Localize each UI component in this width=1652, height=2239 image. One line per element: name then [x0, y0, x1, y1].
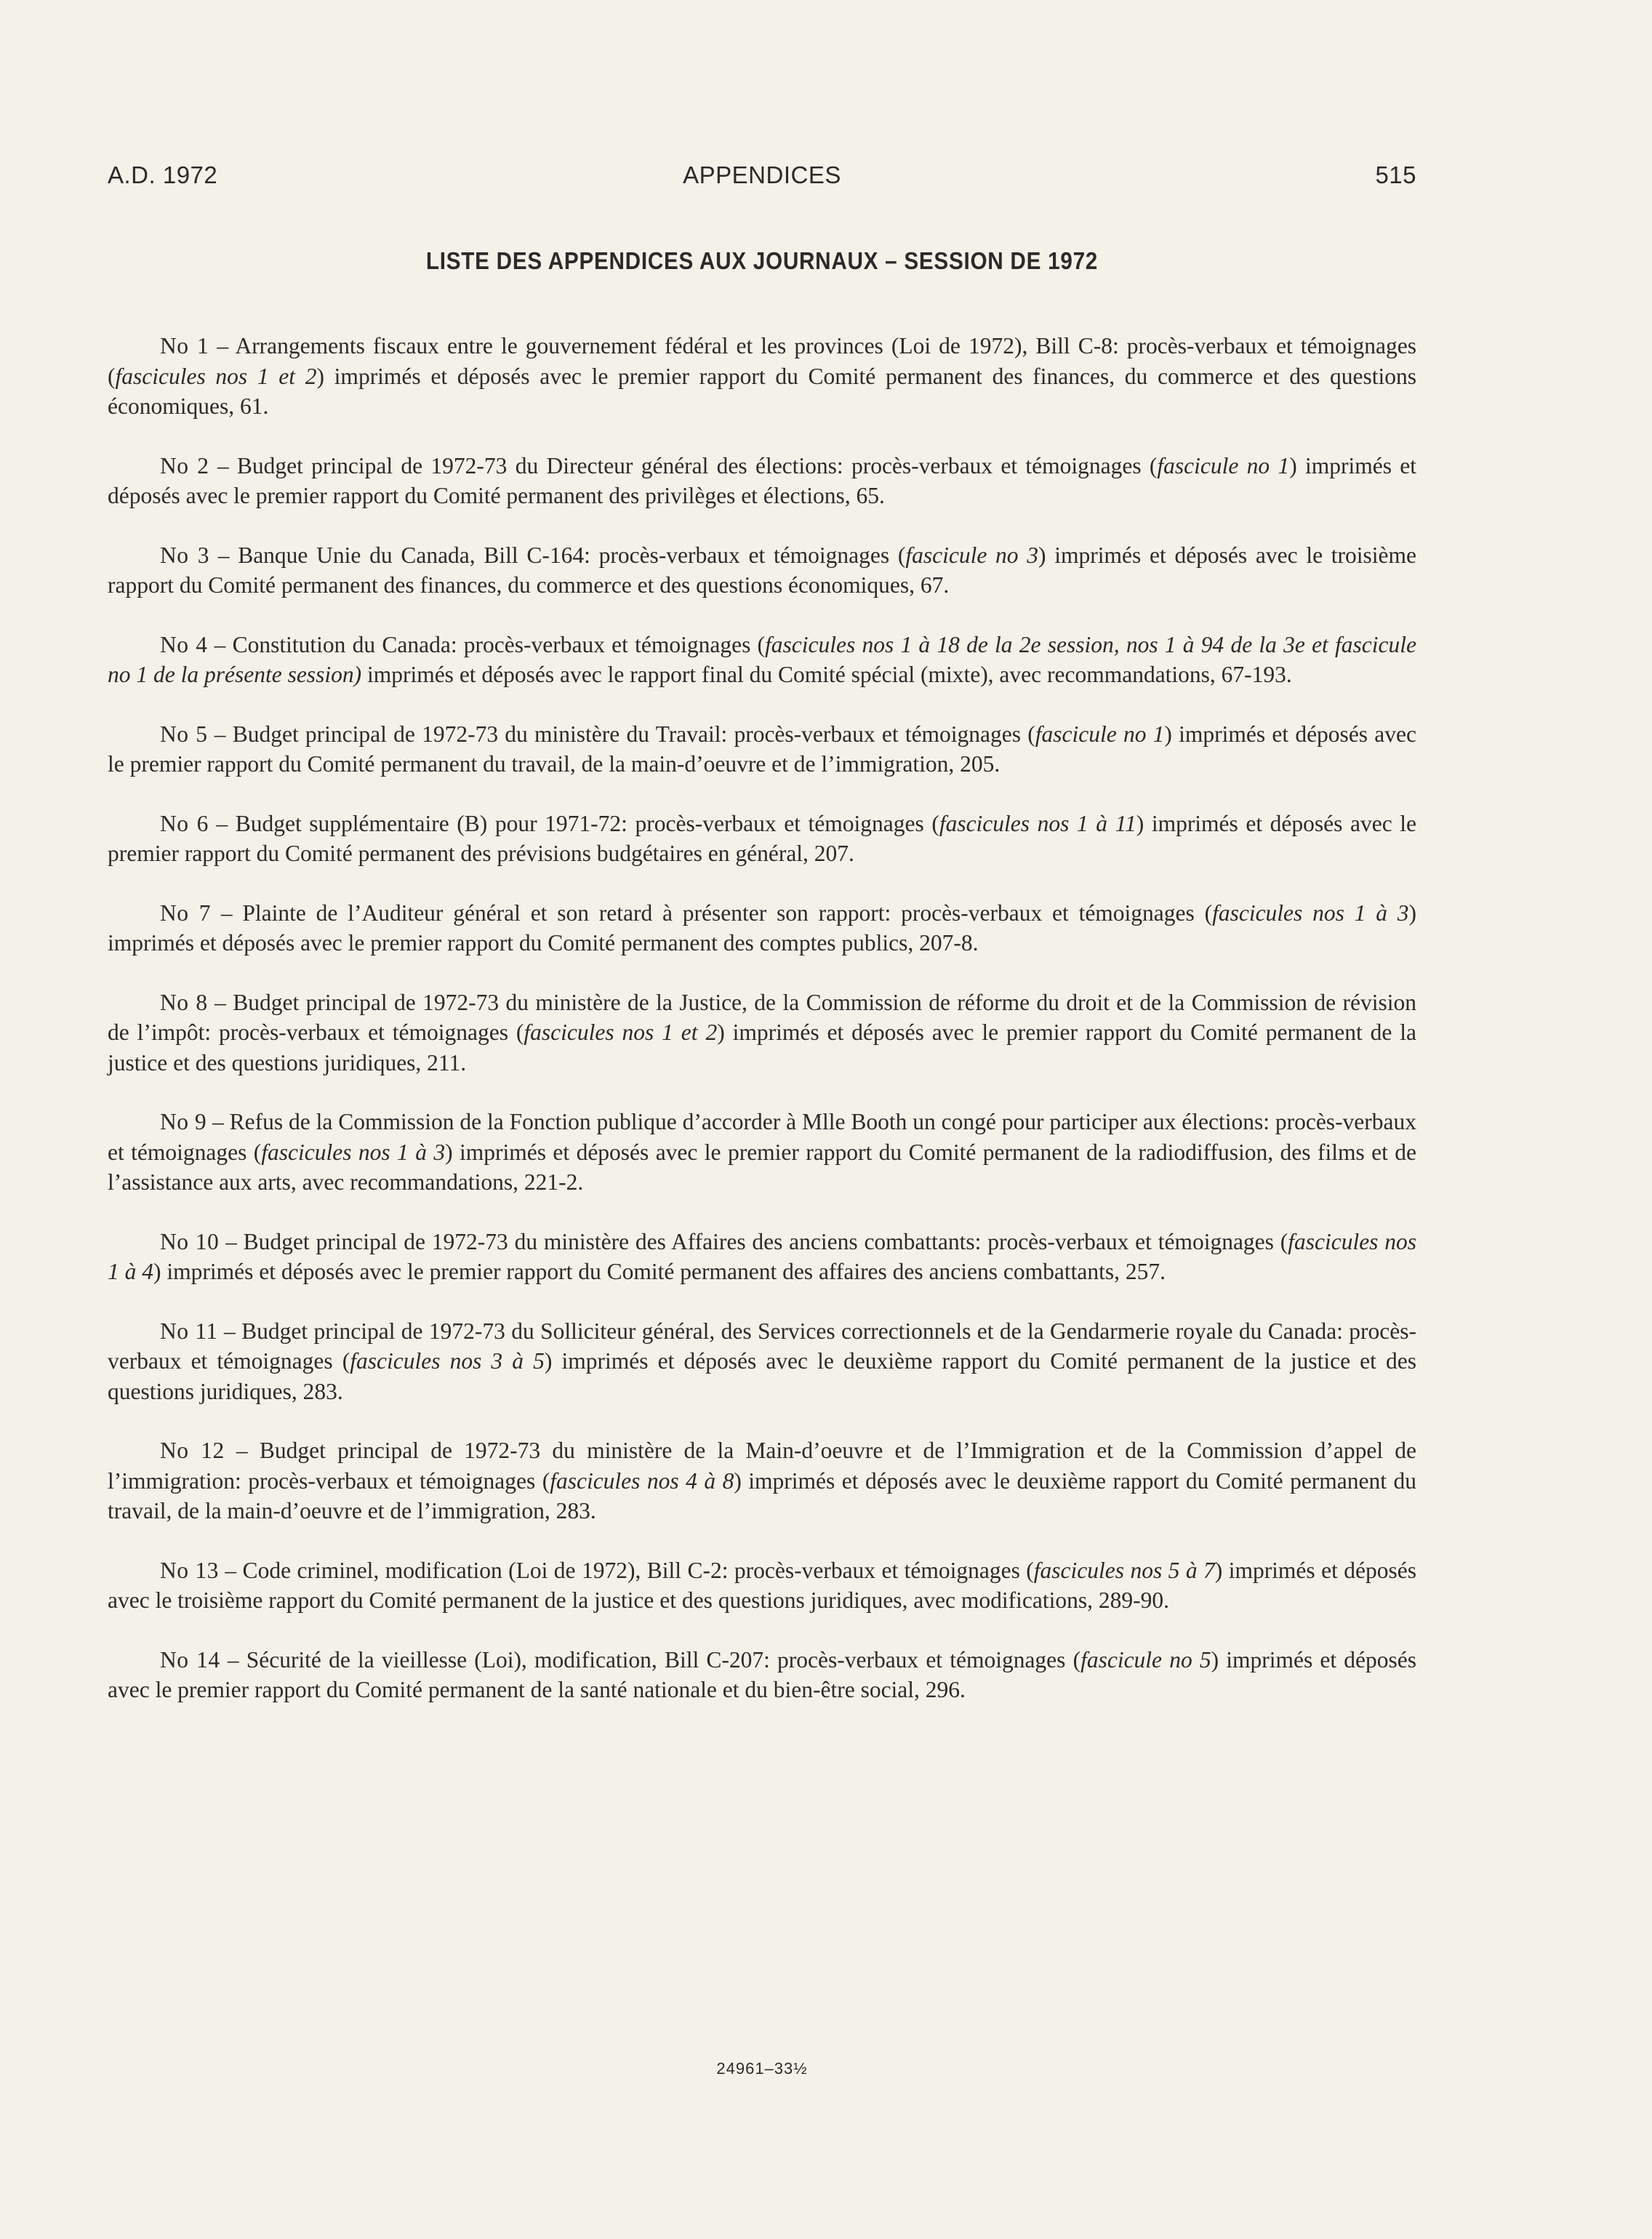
appendix-list: [108, 331, 1416, 1734]
entry-number: No 1: [160, 333, 209, 359]
appendix-entry: [108, 451, 1416, 511]
entry-fascicle-reference: fascicules nos 1 à 3: [1212, 900, 1409, 926]
entry-text: – Sécurité de la vieillesse (Loi), modification, Bill C-207: procès-verbaux et témoignages (: [220, 1646, 1081, 1673]
page-number: 515: [1375, 161, 1416, 188]
appendix-entry: [108, 1316, 1416, 1407]
entry-text: ) imprimés et déposés avec le troisième rapport du Comité permanent des finances, du commerce et des questions économiques, 67.: [108, 542, 1416, 598]
entry-text: ) imprimés et déposés avec le premier rapport du Comité permanent de la radiodiffusion, des films et de l’assistance aux arts, avec recommandations, 221-2.: [108, 1139, 1416, 1195]
entry-fascicle-reference: fascicules nos 1 à 11: [939, 810, 1136, 836]
appendix-entry: [108, 1555, 1416, 1616]
entry-number: No 10: [160, 1228, 220, 1254]
document-title: LISTE DES APPENDICES AUX JOURNAUX – SESSION DE 1972: [425, 247, 1099, 274]
entry-text: ) imprimés et déposés avec le troisième rapport du Comité permanent de la justice et des questions juridiques, avec modifications, 289-90.: [108, 1557, 1417, 1613]
entry-text: ) imprimés et déposés avec le premier rapport du Comité permanent de la justice et des questions juridiques, 211.: [108, 1020, 1417, 1076]
entry-fascicle-reference: fascicule no 3: [905, 542, 1039, 568]
appendix-entry: [108, 898, 1416, 958]
entry-text: – Banque Unie du Canada, Bill C-164: procès-verbaux et témoignages (: [209, 542, 906, 568]
entry-text: – Budget supplémentaire (B) pour 1971-72: procès-verbaux et témoignages (: [208, 810, 939, 836]
entry-number: No 5: [160, 721, 208, 747]
entry-text: imprimés et déposés avec le rapport final du Comité spécial (mixte), avec recommandations, 67-193.: [361, 662, 1292, 687]
entry-text: ) imprimés et déposés avec le premier rapport du Comité permanent des comptes publics, 207-8.: [108, 900, 1416, 956]
running-header: [108, 161, 1416, 198]
entry-text: ) imprimés et déposés avec le deuxième rapport du Comité permanent du travail, de la main-d’oeuvre et de l’immigration, 283.: [108, 1467, 1416, 1523]
entry-text: – Arrangements fiscaux entre le gouvernement fédéral et les provinces (Loi de 1972), Bill C-8: procès-verbaux et témoignages (: [108, 333, 1416, 389]
entry-fascicle-reference: fascicule no 1: [1035, 721, 1165, 747]
entry-number: No 11: [160, 1318, 218, 1344]
entry-text: – Refus de la Commission de la Fonction publique d’accorder à Mlle Booth un congé pour participer aux élections: procès-verbaux et témoignages (: [108, 1109, 1417, 1165]
entry-fascicle-reference: fascicules nos 1 et 2: [524, 1020, 718, 1045]
entry-number: No 8: [160, 989, 208, 1015]
entry-number: No 3: [160, 542, 209, 568]
entry-fascicle-reference: fascicules nos 1 à 4: [108, 1228, 1416, 1284]
entry-text: ) imprimés et déposés avec le premier rapport du Comité permanent de la santé nationale et du bien-être social, 296.: [108, 1646, 1416, 1702]
entry-number: No 12: [160, 1438, 225, 1463]
entry-number: No 2: [160, 452, 209, 478]
entry-fascicle-reference: fascicule no 1: [1157, 452, 1290, 478]
entry-number: No 13: [160, 1557, 219, 1583]
entry-text: ) imprimés et déposés avec le premier rapport du Comité permanent des affaires des anciens combattants, 257.: [153, 1259, 1166, 1284]
appendix-entry: [108, 1227, 1416, 1287]
appendix-entry: [108, 1107, 1416, 1198]
entry-text: ) imprimés et déposés avec le premier rapport du Comité permanent du travail, de la main-d’oeuvre et de l’immigration, 205.: [108, 721, 1416, 777]
entry-text: – Constitution du Canada: procès-verbaux et témoignages (: [207, 631, 766, 657]
entry-text: – Budget principal de 1972-73 du ministère de la Justice, de la Commission de réforme du droit et de la Commission de révision de l’impôt: procès-verbaux et témoignages (: [108, 989, 1417, 1045]
appendix-entry: [108, 809, 1416, 869]
header-date: A.D. 1972: [108, 161, 218, 188]
appendix-entry: [108, 1435, 1416, 1526]
entry-text: – Budget principal de 1972-73 du Solliciteur général, des Services correctionnels et de la Gendarmerie royale du Canada: procès-verbaux et témoignages (: [108, 1318, 1416, 1374]
appendix-entry: [108, 630, 1416, 690]
entry-fascicle-reference: fascicules nos 1 et 2: [115, 363, 317, 389]
entry-fascicle-reference: fascicule no 5: [1080, 1646, 1211, 1673]
entry-text: – Budget principal de 1972-73 du ministère du Travail: procès-verbaux et témoignages (: [207, 721, 1035, 747]
header-section-title: APPENDICES: [683, 161, 841, 188]
entry-number: No 14: [160, 1646, 220, 1673]
entry-number: No 6: [160, 810, 209, 836]
entry-number: No 9: [160, 1109, 207, 1134]
entry-text: – Plainte de l’Auditeur général et son retard à présenter son rapport: procès-verbaux et témoignages (: [211, 900, 1213, 926]
appendix-entry: [108, 331, 1416, 422]
entry-fascicle-reference: fascicules nos 5 à 7: [1033, 1557, 1215, 1583]
appendix-entry: [108, 719, 1416, 780]
footer-print-code: 24961–33½: [716, 2059, 808, 2078]
entry-text: ) imprimés et déposés avec le premier rapport du Comité permanent des finances, du commerce et des questions économiques, 61.: [108, 363, 1416, 419]
entry-text: ) imprimés et déposés avec le premier rapport du Comité permanent des prévisions budgétaires en général, 207.: [108, 810, 1416, 866]
entry-text: ) imprimés et déposés avec le premier rapport du Comité permanent des privilèges et élections, 65.: [108, 452, 1417, 508]
entry-number: No 7: [160, 900, 212, 926]
entry-fascicle-reference: fascicules nos 3 à 5: [350, 1348, 545, 1374]
entry-text: – Budget principal de 1972-73 du ministère de la Main-d’oeuvre et de l’Immigration et de la Commission d’appel de l’immigration: procès-verbaux et témoignages (: [108, 1438, 1417, 1494]
appendix-entry: [108, 1645, 1416, 1705]
entry-number: No 4: [160, 631, 208, 657]
entry-text: ) imprimés et déposés avec le deuxième rapport du Comité permanent de la justice et des questions juridiques, 283.: [108, 1348, 1416, 1404]
appendix-entry: [108, 540, 1416, 601]
entry-text: – Budget principal de 1972-73 du ministère des Affaires des anciens combattants: procès-verbaux et témoignages (: [219, 1228, 1288, 1254]
entry-fascicle-reference: fascicules nos 1 à 18 de la 2e session, nos 1 à 94 de la 3e et fascicule no 1 de la présente session): [108, 631, 1416, 687]
entry-text: – Code criminel, modification (Loi de 1972), Bill C-2: procès-verbaux et témoignages (: [218, 1557, 1034, 1583]
entry-fascicle-reference: fascicules nos 4 à 8: [550, 1467, 734, 1494]
entry-text: – Budget principal de 1972-73 du Directeur général des élections: procès-verbaux et témoignages (: [209, 452, 1158, 478]
entry-fascicle-reference: fascicules nos 1 à 3: [261, 1139, 446, 1165]
appendix-entry: [108, 988, 1416, 1078]
